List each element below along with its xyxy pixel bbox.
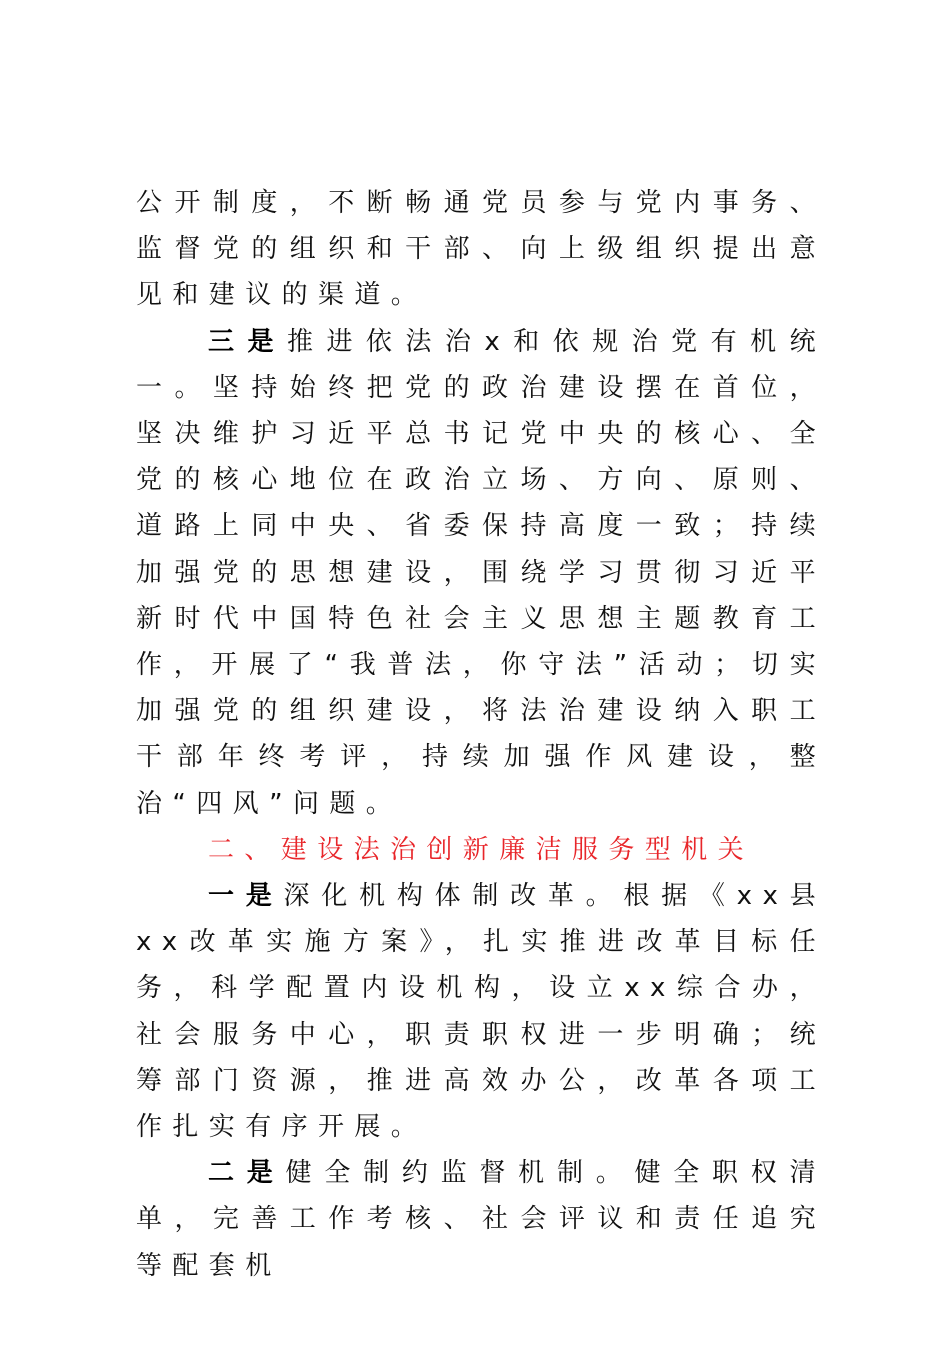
document-body	[136, 180, 826, 1289]
paragraph-4-lead: 二是	[208, 1158, 286, 1189]
paragraph-1-text: 公开制度，不断畅通党员参与党内事务、监督党的组织和干部、向上级组织提出意见和建议的渠道。	[136, 188, 826, 311]
paragraph-3-lead: 一是	[208, 881, 284, 912]
paragraph-2	[136, 319, 826, 827]
paragraph-4-text: 健全制约监督机制。健全职权清单，完善工作考核、社会评议和责任追究等配套机	[136, 1158, 826, 1281]
paragraph-2-lead: 三是	[208, 326, 287, 357]
section-heading	[136, 827, 826, 873]
paragraph-3-text: 深化机构体制改革。根据《xx县xx改革实施方案》，扎实推进改革目标任务，科学配置内设机构，设立xx综合办，社会服务中心，职责职权进一步明确；统筹部门资源，推进高效办公，改革各项工作扎实有序开展。	[136, 881, 826, 1143]
section-heading-text: 二、建设法治创新廉洁服务型机关	[208, 834, 755, 865]
paragraph-3	[136, 873, 826, 1150]
paragraph-2-text: 推进依法治x和依规治党有机统一。坚持始终把党的政治建设摆在首位，坚决维护习近平总书记党中央的核心、全党的核心地位在政治立场、方向、原则、道路上同中央、省委保持高度一致；持续加强党的思想建设，围绕学习贯彻习近平新时代中国特色社会主义思想主题教育工作，开展了“我普法，你守法”活动；切实加强党的组织建设，将法治建设纳入职工干部年终考评，持续加强作风建设，整治“四风”问题。	[136, 326, 826, 819]
paragraph-1	[136, 180, 826, 319]
paragraph-4	[136, 1150, 826, 1289]
